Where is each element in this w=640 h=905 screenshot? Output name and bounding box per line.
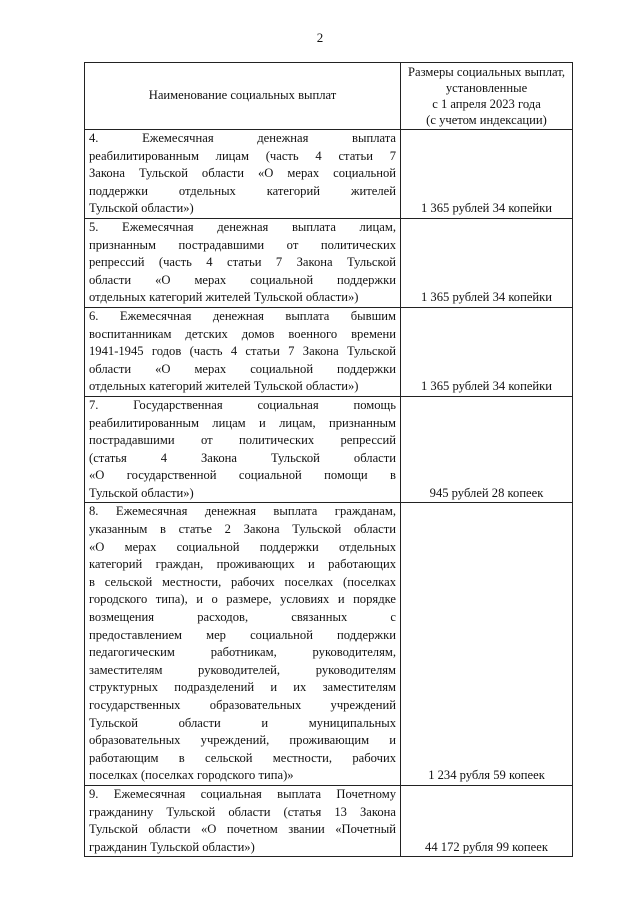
payment-name-line: указанным в статье 2 Закона Тульской области — [89, 522, 396, 537]
payment-amount-cell: 1 365 рублей 34 копейки — [401, 307, 573, 396]
column-header-amount-line: с 1 апреля 2023 года — [432, 97, 541, 111]
payment-name-cell — [85, 218, 401, 307]
payment-name-line: 5. Ежемесячная денежная выплата лицам, — [89, 219, 396, 234]
payment-name-line: Тульской области») — [89, 201, 194, 216]
column-header-amount-line: (с учетом индексации) — [426, 113, 547, 127]
payment-name-line: (статья 4 Закона Тульской области — [89, 450, 396, 465]
payment-name-line: образовательных учреждений, проживающим и — [89, 733, 396, 748]
payment-name-line: воспитанникам детских домов военного времени — [89, 326, 396, 341]
payment-name-line: реабилитированным лицам (часть 4 статьи 7 — [89, 148, 396, 163]
payment-name-line: Закона Тульской области «О мерах социальной — [89, 166, 396, 181]
payment-name-line: государственных образовательных учреждений — [89, 698, 396, 712]
payment-amount-cell: 1 365 рублей 34 копейки — [401, 130, 573, 219]
payment-name-line: Тульской области и муниципальных — [89, 715, 396, 730]
payment-name-line: поселках (поселках городского типа)» — [89, 768, 294, 783]
payment-amount-cell: 44 172 рубля 99 копеек — [401, 785, 573, 856]
column-header-amount-line: Размеры социальных выплат, — [408, 65, 565, 79]
payment-name-line: 7. Государственная социальная помощь — [89, 397, 396, 412]
social-payments-table — [84, 62, 573, 857]
payment-name-line: поддержки отдельных категорий жителей — [89, 183, 396, 198]
payment-name-line: пострадавшими от политических репрессий — [89, 433, 396, 448]
column-header-amount-line: установленные — [445, 81, 528, 95]
payment-name-cell — [85, 307, 401, 396]
table-header-row — [85, 63, 573, 130]
payment-name-line: городского типа), и о размере, условиях и порядке — [89, 592, 396, 607]
payment-name-line: работающим в сельской местности, рабочих — [89, 750, 396, 765]
payment-amount-cell: 1 365 рублей 34 копейки — [401, 218, 573, 307]
payment-name-line: области «О мерах социальной поддержки — [89, 361, 396, 376]
payment-name-line: признанным пострадавшими от политических — [89, 237, 396, 252]
payment-name-line: структурных подразделений и их заместителям — [89, 680, 396, 695]
payment-name-line: предоставлением мер социальной поддержки — [89, 627, 396, 642]
payment-name-cell — [85, 130, 401, 219]
payment-name-cell — [85, 396, 401, 503]
payment-name-line: Тульской области») — [89, 485, 194, 500]
page-number: 2 — [316, 30, 324, 45]
payment-name-line: 6. Ежемесячная денежная выплата бывшим — [89, 308, 396, 323]
payment-name-line: отдельных категорий жителей Тульской области») — [89, 379, 359, 394]
payment-name-line: возмещения расходов, связанных с — [89, 610, 396, 625]
payment-name-line: репрессий (часть 4 статьи 7 Закона Тульской — [89, 255, 396, 270]
payment-name-line: «О мерах социальной поддержки отдельных — [89, 539, 396, 554]
payment-name-line: реабилитированным лицам и лицам, признанным — [89, 415, 396, 430]
payment-name-line: 9. Ежемесячная социальная выплата Почетному — [89, 786, 396, 801]
payment-name-line: гражданину Тульской области (статья 13 Закона — [89, 804, 396, 819]
payment-name-line: гражданин Тульской области») — [89, 839, 255, 854]
payment-name-line: заместителям руководителей, руководителям — [89, 662, 396, 677]
payment-name-line: Тульской области «О почетном звании «Почетный — [89, 822, 396, 837]
table-row — [85, 396, 573, 503]
payment-name-line: в сельской местности, рабочих поселках (поселках — [89, 574, 396, 589]
payment-name-line: «О государственной социальной помощи в — [89, 468, 396, 483]
payment-name-line: категорий граждан, проживающих и работающих — [89, 557, 396, 572]
table-row — [85, 218, 573, 307]
payment-name-line: педагогическим работникам, руководителям, — [89, 645, 396, 660]
payment-name-cell — [85, 785, 401, 856]
table-row — [85, 307, 573, 396]
payment-name-line: 8. Ежемесячная денежная выплата гражданам, — [89, 504, 396, 519]
table-row — [85, 130, 573, 219]
payment-name-line: области «О мерах социальной поддержки — [89, 272, 396, 287]
payment-name-line: отдельных категорий жителей Тульской области») — [89, 290, 359, 305]
payment-amount-cell: 945 рублей 28 копеек — [401, 396, 573, 503]
table-row — [85, 785, 573, 856]
payment-name-line: 1941-1945 годов (часть 4 статьи 7 Закона Тульской — [89, 344, 396, 359]
payment-name-line: 4. Ежемесячная денежная выплата — [89, 131, 396, 145]
column-header-amount — [401, 63, 573, 130]
payment-amount-cell: 1 234 рубля 59 копеек — [401, 503, 573, 786]
payment-name-cell — [85, 503, 401, 786]
column-header-name: Наименование социальных выплат — [85, 63, 401, 130]
table-row — [85, 503, 573, 786]
